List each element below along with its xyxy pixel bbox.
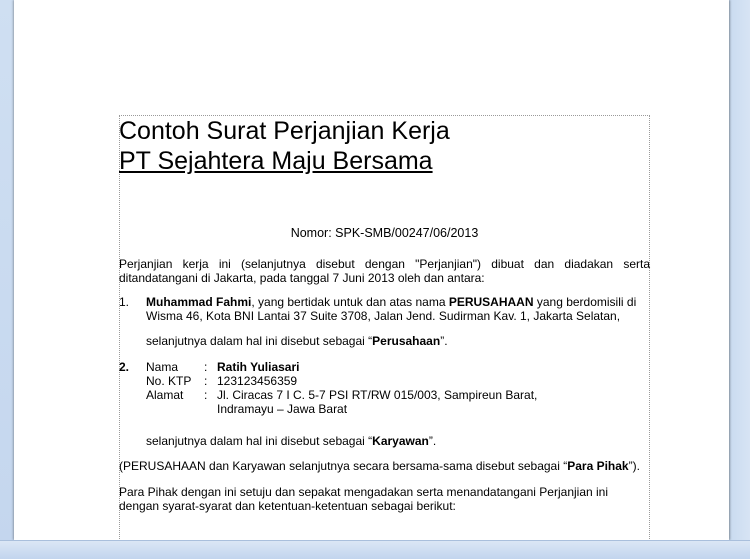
title-line-2: PT Sejahtera Maju Bersama	[119, 147, 433, 175]
party-2-ref-prefix: selanjutnya dalam hal ini disebut sebagai “	[146, 434, 373, 448]
party-2-reference	[119, 434, 650, 448]
colon: :	[204, 374, 208, 388]
party-1-ref-prefix: selanjutnya dalam hal ini disebut sebagai “	[146, 334, 373, 348]
party-1-number: 1.	[119, 295, 130, 309]
party-2-number: 2.	[119, 360, 130, 374]
document-content[interactable]	[119, 116, 650, 513]
identity-row-alamat	[146, 388, 537, 416]
closing-paragraph: Para Pihak dengan ini setuju dan sepakat mengadakan serta menandatangani Perjanjian ini dengan syarat-syarat dan ketentuan-ketentuan sebagai berikut:	[119, 485, 609, 513]
para-pihak-prefix: (PERUSAHAAN dan Karyawan selanjutnya secara bersama-sama disebut sebagai “	[119, 459, 568, 473]
value-alamat-1: Jl. Ciracas 7 I C. 5-7 PSI RT/RW 015/003, Sampireun Barat,	[217, 388, 538, 402]
label-nama: Nama	[146, 360, 179, 374]
intro-paragraph: Perjanjian kerja ini (selanjutnya disebut dengan "Perjanjian") dibuat dan diadakan serta ditandatangani di Jakarta, pada tanggal 7 Juni 2013 oleh dan antara:	[119, 257, 650, 285]
party-1	[119, 295, 650, 323]
bottom-scroll-area[interactable]	[0, 540, 750, 559]
document-number: Nomor: SPK-SMB/00247/06/2013	[290, 226, 479, 240]
identity-row-nama	[146, 360, 537, 374]
document-page[interactable]	[14, 0, 729, 540]
party-2	[119, 360, 650, 416]
party-1-name: Muhammad Fahmi	[146, 295, 252, 309]
identity-row-ktp	[146, 374, 537, 388]
value-alamat-2: Indramayu – Jawa Barat	[217, 402, 348, 416]
value-ktp: 123123456359	[217, 374, 298, 388]
party-1-text-b: yang berdomisili di Wisma 46, Kota BNI Lantai 37 Suite 3708, Jalan Jend. Sudirman Kav. 1, Jakarta Selatan,	[146, 295, 637, 323]
party-1-text-a: , yang bertidak untuk dan atas nama	[251, 295, 449, 309]
para-pihak-suffix: ”).	[628, 459, 640, 473]
value-nama: Ratih Yuliasari	[217, 360, 300, 374]
party-1-reference	[119, 334, 650, 348]
title-line-1: Contoh Surat Perjanjian Kerja	[119, 117, 450, 145]
label-alamat: Alamat	[146, 388, 184, 402]
party-1-company: PERUSAHAAN	[448, 295, 534, 309]
party-2-ref-term: Karyawan	[372, 434, 429, 448]
party-1-text	[146, 295, 650, 323]
para-pihak-term: Para Pihak	[567, 459, 629, 473]
colon: :	[204, 388, 208, 402]
label-ktp: No. KTP	[146, 374, 192, 388]
colon: :	[204, 360, 208, 374]
party-1-ref-suffix: ”.	[440, 334, 448, 348]
para-pihak-paragraph	[119, 459, 650, 473]
party-2-identity-table	[146, 360, 537, 416]
workspace-right-margin	[729, 0, 750, 540]
party-2-ref-suffix: ”.	[428, 434, 437, 448]
party-1-ref-term: Perusahaan	[372, 334, 441, 348]
